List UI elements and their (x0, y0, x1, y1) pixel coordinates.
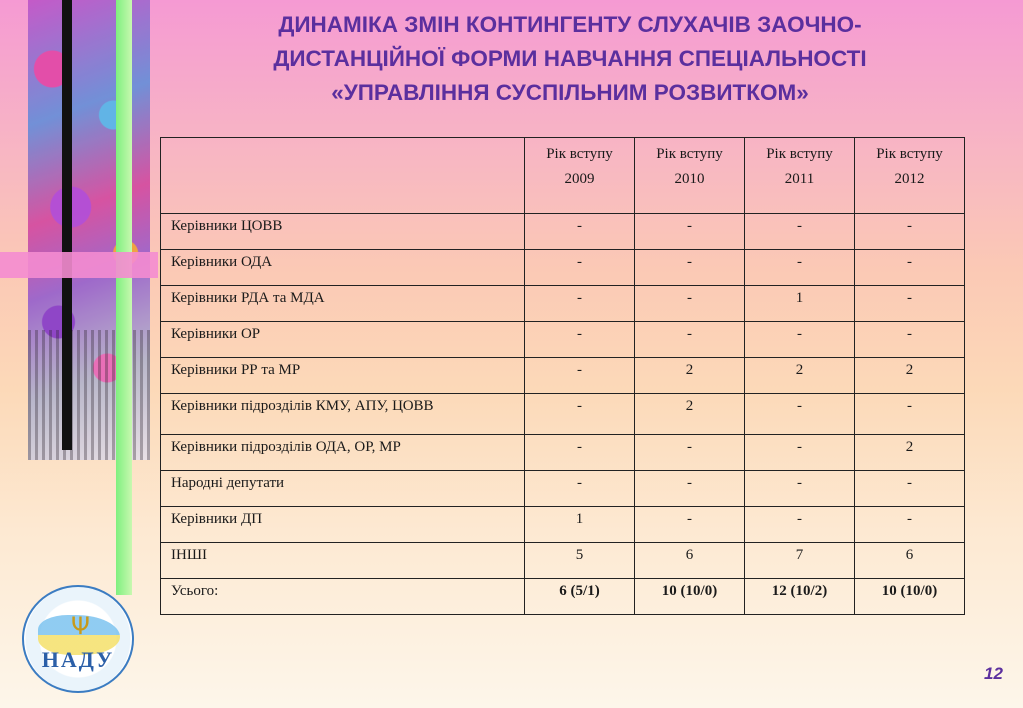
table-cell: 2 (855, 358, 965, 394)
slide-title-line-2: ДИСТАНЦІЙНОЇ ФОРМИ НАВЧАННЯ СПЕЦІАЛЬНОСТІ (273, 46, 867, 71)
table-row (161, 358, 965, 394)
table-cell: - (635, 250, 745, 286)
table-cell: - (525, 471, 635, 507)
decorative-black-bar (62, 0, 72, 450)
table-cell: - (635, 435, 745, 471)
total-cell: 6 (5/1) (525, 579, 635, 615)
table-cell: - (745, 394, 855, 435)
total-label: Усього: (161, 579, 525, 615)
table-cell: - (525, 250, 635, 286)
table-row (161, 394, 965, 435)
table-cell: - (855, 322, 965, 358)
slide-title-line-1: ДИНАМІКА ЗМІН КОНТИНГЕНТУ СЛУХАЧІВ ЗАОЧНО- (278, 12, 862, 37)
table-cell: - (635, 507, 745, 543)
table-row (161, 322, 965, 358)
table-row (161, 435, 965, 471)
trident-emblem-icon: Ψ (71, 612, 90, 640)
header-label: Рік вступу (546, 146, 613, 162)
table-cell: 1 (745, 286, 855, 322)
table-cell: - (635, 286, 745, 322)
table-cell: 7 (745, 543, 855, 579)
table-row (161, 471, 965, 507)
slide-title-line-3: «УПРАВЛІННЯ СУСПІЛЬНИМ РОЗВИТКОМ» (331, 80, 809, 105)
header-cell-2009 (525, 138, 635, 214)
table-row (161, 214, 965, 250)
header-year: 2009 (564, 171, 595, 187)
row-label: Керівники ОДА (161, 250, 525, 286)
header-label: Рік вступу (876, 146, 943, 162)
table-cell: - (745, 250, 855, 286)
table-cell: - (525, 358, 635, 394)
table-cell: - (745, 471, 855, 507)
header-year: 2010 (674, 171, 705, 187)
slide-title (165, 8, 975, 110)
table-row (161, 507, 965, 543)
table-cell: 2 (635, 394, 745, 435)
total-cell: 10 (10/0) (855, 579, 965, 615)
header-cell-2012 (855, 138, 965, 214)
table-total-row (161, 579, 965, 615)
header-label: Рік вступу (656, 146, 723, 162)
row-label: Керівники ЦОВВ (161, 214, 525, 250)
table-cell: - (745, 214, 855, 250)
table-cell: 2 (855, 435, 965, 471)
table-row (161, 286, 965, 322)
table-header-row (161, 138, 965, 214)
total-cell: 12 (10/2) (745, 579, 855, 615)
table-cell: - (855, 286, 965, 322)
total-cell: 10 (10/0) (635, 579, 745, 615)
row-label: Керівники ДП (161, 507, 525, 543)
decorative-pink-bar (0, 252, 158, 278)
table-cell: - (855, 471, 965, 507)
header-cell-2010 (635, 138, 745, 214)
row-label: Керівники РР та МР (161, 358, 525, 394)
page-number: 12 (984, 664, 1003, 683)
table-cell: - (745, 435, 855, 471)
row-label: Керівники ОР (161, 322, 525, 358)
table-cell: - (635, 214, 745, 250)
header-year: 2011 (784, 171, 815, 187)
table-cell: - (855, 507, 965, 543)
table-cell: - (745, 322, 855, 358)
table-cell: 6 (635, 543, 745, 579)
row-label: Керівники підрозділів КМУ, АПУ, ЦОВВ (161, 394, 525, 435)
header-year: 2012 (894, 171, 925, 187)
table-cell: 6 (855, 543, 965, 579)
row-label: Народні депутати (161, 471, 525, 507)
table-row (161, 543, 965, 579)
nadu-logo (22, 585, 134, 693)
row-label: ІНШІ (161, 543, 525, 579)
table-cell: - (525, 286, 635, 322)
row-label: Керівники підрозділів ОДА, ОР, МР (161, 435, 525, 471)
logo-abbreviation: НАДУ (41, 647, 115, 672)
table-cell: - (855, 214, 965, 250)
table-cell: - (635, 322, 745, 358)
table-cell: - (525, 435, 635, 471)
contingent-table (160, 137, 965, 615)
table-cell: 1 (525, 507, 635, 543)
table-cell: 2 (635, 358, 745, 394)
table-cell: - (635, 471, 745, 507)
table-cell: - (745, 507, 855, 543)
table-cell: - (855, 250, 965, 286)
table-corner-cell (161, 138, 525, 214)
table-cell: - (855, 394, 965, 435)
row-label: Керівники РДА та МДА (161, 286, 525, 322)
decorative-green-bar (116, 0, 132, 595)
header-cell-2011 (745, 138, 855, 214)
table-cell: - (525, 394, 635, 435)
table-cell: 5 (525, 543, 635, 579)
table-cell: - (525, 322, 635, 358)
table-cell: 2 (745, 358, 855, 394)
table-cell: - (525, 214, 635, 250)
table-row (161, 250, 965, 286)
header-label: Рік вступу (766, 146, 833, 162)
